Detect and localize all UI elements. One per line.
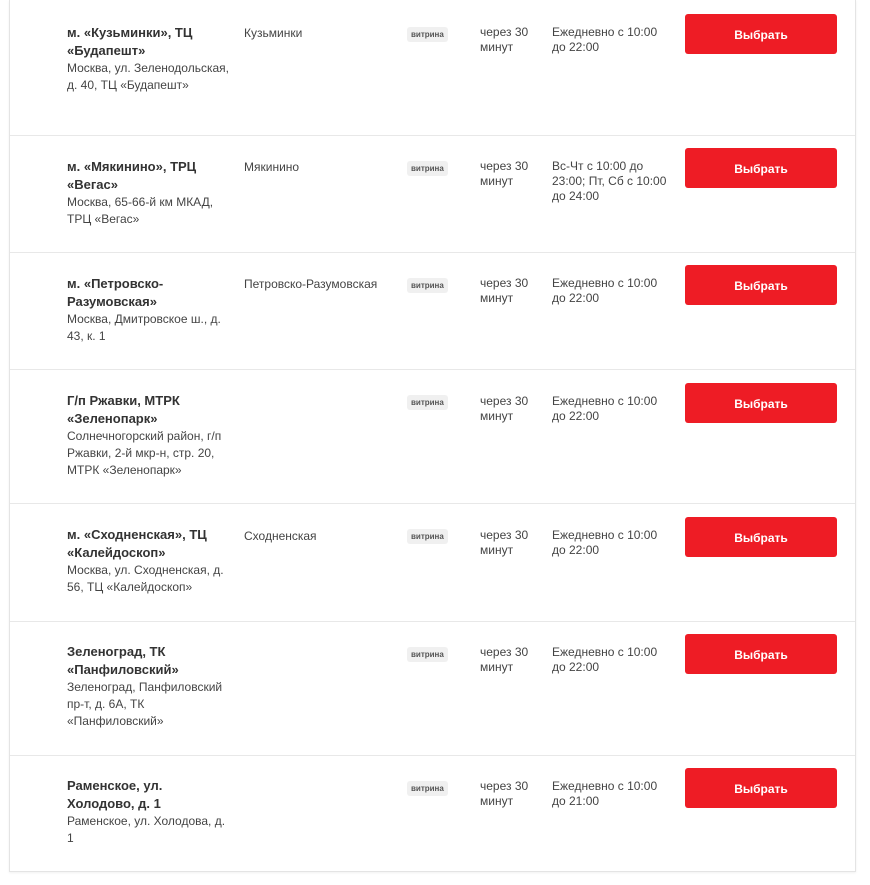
opening-hours: Ежедневно с 10:00 до 22:00 <box>552 528 658 557</box>
showcase-badge: витрина <box>407 278 448 293</box>
store-title: Г/п Ржавки, МТРК «Зеленопарк» <box>67 393 180 426</box>
store-title: м. «Мякинино», ТРЦ «Вегас» <box>67 159 197 192</box>
store-street: Солнечногорский район, г/п Ржавки, 2-й мкр-н, стр. 20, МТРК «Зеленопарк» <box>67 429 222 477</box>
delivery-time: через 30 минут <box>480 779 529 808</box>
showcase-badge: витрина <box>407 529 448 544</box>
store-title: Зеленоград, ТК «Панфиловский» <box>67 644 179 677</box>
opening-hours: Ежедневно с 10:00 до 22:00 <box>552 276 658 305</box>
store-address-block <box>67 392 232 479</box>
delivery-time: через 30 минут <box>480 528 529 557</box>
opening-hours: Ежедневно с 10:00 до 22:00 <box>552 645 658 674</box>
store-row <box>10 504 855 622</box>
opening-hours: Ежедневно с 10:00 до 22:00 <box>552 394 658 423</box>
store-address-block <box>67 275 232 345</box>
select-store-button[interactable]: Выбрать <box>685 517 837 557</box>
select-store-button[interactable]: Выбрать <box>685 14 837 54</box>
store-address-block <box>67 643 232 730</box>
store-title: м. «Сходненская», ТЦ «Калейдоскоп» <box>67 527 207 560</box>
store-address-block <box>67 158 232 228</box>
store-row <box>10 0 855 136</box>
store-title: м. «Петровско-Разумовская» <box>67 276 164 309</box>
showcase-badge: витрина <box>407 781 448 796</box>
select-store-button[interactable]: Выбрать <box>685 768 837 808</box>
opening-hours: Ежедневно с 10:00 до 21:00 <box>552 779 658 808</box>
store-row <box>10 253 855 370</box>
delivery-time: через 30 минут <box>480 276 529 305</box>
store-list <box>9 0 856 872</box>
store-address-block <box>67 526 232 596</box>
store-title: м. «Кузьминки», ТЦ «Будапешт» <box>67 25 193 58</box>
store-title: Раменское, ул. Холодово, д. 1 <box>67 778 163 811</box>
store-row <box>10 370 855 504</box>
store-address-block <box>67 777 232 847</box>
delivery-time: через 30 минут <box>480 645 529 674</box>
store-row <box>10 756 855 871</box>
delivery-time: через 30 минут <box>480 394 529 423</box>
store-street: Зеленоград, Панфиловский пр-т, д. 6А, ТК «Панфиловский» <box>67 680 223 728</box>
select-store-button[interactable]: Выбрать <box>685 634 837 674</box>
store-street: Москва, 65-66-й км МКАД, ТРЦ «Вегас» <box>67 195 214 226</box>
store-row <box>10 136 855 253</box>
opening-hours: Вс-Чт с 10:00 до 23:00; Пт, Сб с 10:00 до 24:00 <box>552 159 667 203</box>
metro-station: Кузьминки <box>244 26 303 40</box>
metro-station: Сходненская <box>244 529 317 543</box>
metro-station: Мякинино <box>244 160 300 174</box>
store-row <box>10 622 855 756</box>
select-store-button[interactable]: Выбрать <box>685 383 837 423</box>
showcase-badge: витрина <box>407 647 448 662</box>
showcase-badge: витрина <box>407 395 448 410</box>
store-street: Москва, Дмитровское ш., д. 43, к. 1 <box>67 312 221 343</box>
metro-station: Петровско-Разумовская <box>244 277 378 291</box>
store-street: Москва, ул. Сходненская, д. 56, ТЦ «Калейдоскоп» <box>67 563 224 594</box>
store-street: Москва, ул. Зеленодольская, д. 40, ТЦ «Будапешт» <box>67 61 229 92</box>
store-address-block <box>67 24 232 94</box>
showcase-badge: витрина <box>407 27 448 42</box>
delivery-time: через 30 минут <box>480 159 529 188</box>
select-store-button[interactable]: Выбрать <box>685 148 837 188</box>
opening-hours: Ежедневно с 10:00 до 22:00 <box>552 25 658 54</box>
delivery-time: через 30 минут <box>480 25 529 54</box>
showcase-badge: витрина <box>407 161 448 176</box>
store-street: Раменское, ул. Холодова, д. 1 <box>67 814 226 845</box>
select-store-button[interactable]: Выбрать <box>685 265 837 305</box>
